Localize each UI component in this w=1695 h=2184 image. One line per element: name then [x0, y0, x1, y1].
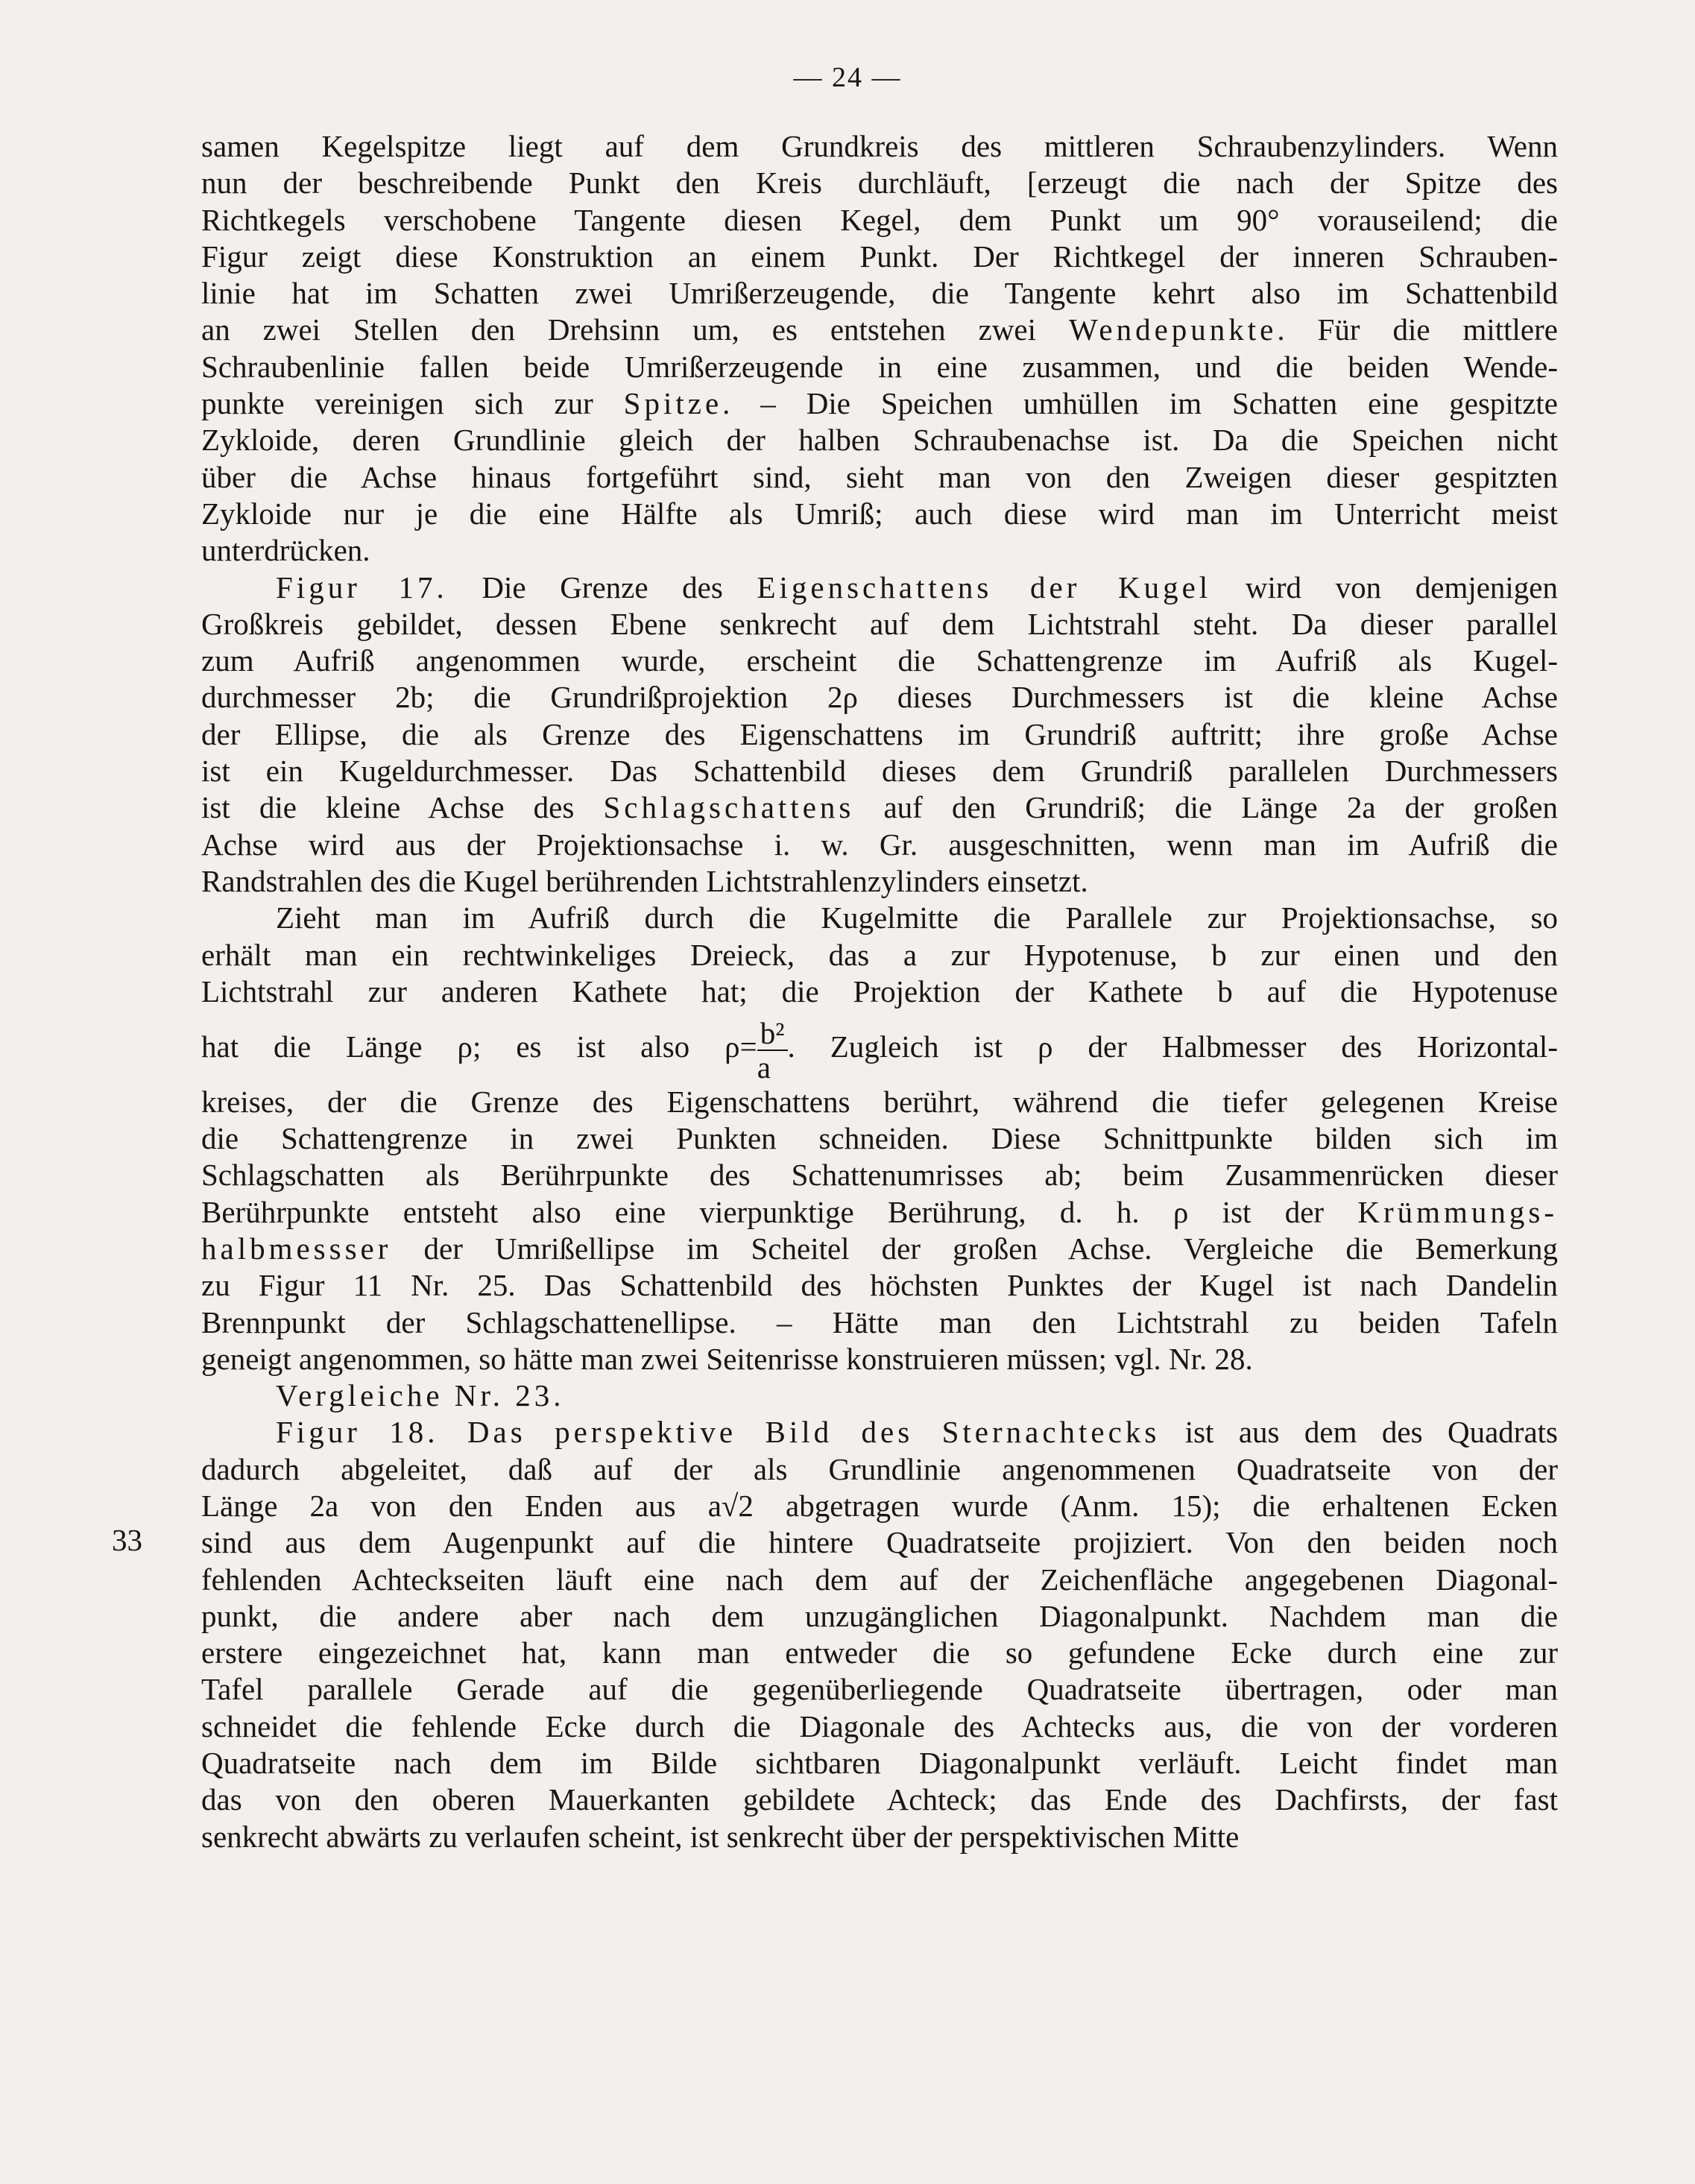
- emphasis-text: Schlagschattens: [603, 790, 855, 825]
- text-line: Achse wird aus der Projektionsachse i. w. Gr. ausgeschnitten, wenn man im Aufriß die: [201, 827, 1558, 862]
- text-line: Figur zeigt diese Konstruktion an einem Punkt. Der Richtkegel der inneren Schrauben-: [201, 239, 1558, 274]
- text-line: hat die Länge ρ; es ist also ρ= $\frac{\text{b²}}{a}$ . Zugleich ist ρ der Halbmesser des Horizontal-: [201, 1015, 1558, 1085]
- text-line: Berührpunkte entsteht also eine vierpunktige Berührung, d. h. ρ ist der Krümmungs-: [201, 1194, 1558, 1229]
- text-line: zu Figur 11 Nr. 25. Das Schattenbild des höchsten Punktes der Kugel ist nach Dandelin: [201, 1268, 1558, 1303]
- text-line: unterdrücken.: [201, 533, 370, 568]
- fraction-denominator: a: [757, 1050, 771, 1085]
- text-line: Randstrahlen des die Kugel berührenden Lichtstrahlenzylinders einsetzt.: [201, 863, 1088, 898]
- text-line: geneigt angenommen, so hätte man zwei Seitenrisse konstruieren müssen; vgl. Nr. 28.: [201, 1341, 1253, 1376]
- text-line: Figur 18. Das perspektive Bild des Sternachtecks ist aus dem des Quadrats: [276, 1415, 1559, 1450]
- text-line: fehlenden Achteckseiten läuft eine nach dem auf der Zeichenfläche angegebenen Diagonal-: [201, 1562, 1558, 1597]
- text-line: Zieht man im Aufriß durch die Kugelmitte die Parallele zur Projektionsachse, so: [276, 900, 1558, 935]
- text-line: ist ein Kugeldurchmesser. Das Schattenbild dieses dem Grundriß parallelen Durchmessers: [201, 754, 1558, 789]
- text-line: halbmessser der Umrißellipse im Scheitel der großen Achse. Vergleiche die Bemerkung: [201, 1231, 1558, 1266]
- text-line: das von den oberen Mauerkanten gebildete Achteck; das Ende des Dachfirsts, der fast: [201, 1782, 1558, 1817]
- text-line: der Ellipse, die als Grenze des Eigenschattens im Grundriß auftritt; ihre große Achse: [201, 716, 1558, 751]
- text-line: dadurch abgeleitet, daß auf der als Grundlinie angenommenen Quadratseite von der: [201, 1451, 1558, 1486]
- text-line: senkrecht abwärts zu verlaufen scheint, ist senkrecht über der perspektivischen Mitte: [201, 1819, 1240, 1854]
- text-line: Lichtstrahl zur anderen Kathete hat; die Projektion der Kathete b auf die Hypotenuse: [201, 973, 1558, 1009]
- text-line: punkte vereinigen sich zur Spitze. – Die Speichen umhüllen im Schatten eine gespitzte: [201, 386, 1558, 421]
- emphasis-text: Spitze: [623, 386, 723, 421]
- fraction: [757, 1017, 788, 1084]
- figure-reference: Vergleiche Nr. 23.: [276, 1378, 565, 1413]
- emphasis-text: halbmessser: [201, 1231, 392, 1266]
- text-line: Schlagschatten als Berührpunkte des Schattenumrisses ab; beim Zusammenrücken dieser: [201, 1158, 1558, 1193]
- text-line: nun der beschreibende Punkt den Kreis durchläuft, [erzeugt die nach der Spitze des: [201, 165, 1558, 201]
- figure-reference: Figur 17.: [276, 569, 448, 605]
- text-line: Tafel parallele Gerade auf die gegenüberliegende Quadratseite übertragen, oder man: [201, 1672, 1558, 1707]
- text-line: erstere eingezeichnet hat, kann man entweder die so gefundene Ecke durch eine zur: [201, 1635, 1558, 1670]
- text-line: ist die kleine Achse des Schlagschattens auf den Grundriß; die Länge 2a der großen: [201, 790, 1558, 825]
- emphasis-text: Krümmungs-: [1357, 1194, 1558, 1229]
- text-line: kreises, der die Grenze des Eigenschattens berührt, während die tiefer gelegenen Kreise: [201, 1084, 1558, 1119]
- text-line: linie hat im Schatten zwei Umrißerzeugende, die Tangente kehrt also im Schattenbild: [201, 276, 1558, 311]
- margin-number: 33: [112, 1523, 142, 1557]
- text-line: Quadratseite nach dem im Bilde sichtbaren Diagonalpunkt verläuft. Leicht findet man: [201, 1746, 1558, 1781]
- text-line: sind aus dem Augenpunkt auf die hintere Quadratseite projiziert. Von den beiden noch: [201, 1525, 1558, 1560]
- text-line: Figur 17. Die Grenze des Eigenschattens der Kugel wird von demjenigen: [276, 569, 1559, 605]
- text-line: Schraubenlinie fallen beide Umrißerzeugende in eine zusammen, und die beiden Wende-: [201, 349, 1558, 384]
- text-line: Brennpunkt der Schlagschattenellipse. – Hätte man den Lichtstrahl zu beiden Tafeln: [201, 1304, 1558, 1339]
- text-line: an zwei Stellen den Drehsinn um, es entstehen zwei Wendepunkte. Für die mittlere: [201, 312, 1558, 347]
- text-line: erhält man ein rechtwinkeliges Dreieck, das a zur Hypotenuse, b zur einen und den: [201, 937, 1558, 972]
- text-line: über die Achse hinaus fortgeführt sind, sieht man von den Zweigen dieser gespitzten: [201, 459, 1558, 494]
- text-line: durchmesser 2b; die Grundrißprojektion 2ρ dieses Durchmessers ist die kleine Achse: [201, 680, 1558, 715]
- text-line: Zykloide, deren Grundlinie gleich der halben Schraubenachse ist. Da die Speichen nicht: [201, 423, 1558, 458]
- text-line: zum Aufriß angenommen wurde, erscheint die Schattengrenze im Aufriß als Kugel-: [201, 643, 1558, 678]
- text-line: Richtkegels verschobene Tangente diesen Kegel, dem Punkt um 90° vorauseilend; die: [201, 202, 1558, 237]
- body-text: [201, 128, 1558, 1855]
- text-line: punkt, die andere aber nach dem unzugänglichen Diagonalpunkt. Nachdem man die: [201, 1598, 1558, 1633]
- text-line: Großkreis gebildet, dessen Ebene senkrecht auf dem Lichtstrahl steht. Da dieser parallel: [201, 606, 1558, 641]
- text-line: die Schattengrenze in zwei Punkten schneiden. Diese Schnittpunkte bilden sich im: [201, 1121, 1558, 1156]
- figure-reference: Figur 18. Das perspektive Bild des Sternachtecks: [276, 1415, 1161, 1450]
- text-line: Länge 2a von den Enden aus a√2 abgetragen wurde (Anm. 15); die erhaltenen Ecken: [201, 1488, 1558, 1523]
- text-line: schneidet die fehlende Ecke durch die Diagonale des Achtecks aus, die von der vorderen: [201, 1708, 1558, 1743]
- emphasis-text: Wendepunkte: [1068, 312, 1278, 347]
- emphasis-text: Eigenschattens der Kugel: [757, 569, 1212, 605]
- page-number: — 24 —: [793, 62, 902, 93]
- fraction-numerator: b²: [757, 1017, 788, 1051]
- text-line: samen Kegelspitze liegt auf dem Grundkreis des mittleren Schraubenzylinders. Wenn: [201, 129, 1558, 163]
- text-line: [201, 1377, 1558, 1414]
- text-line: Zykloide nur je die eine Hälfte als Umriß; auch diese wird man im Unterricht meist: [201, 496, 1558, 531]
